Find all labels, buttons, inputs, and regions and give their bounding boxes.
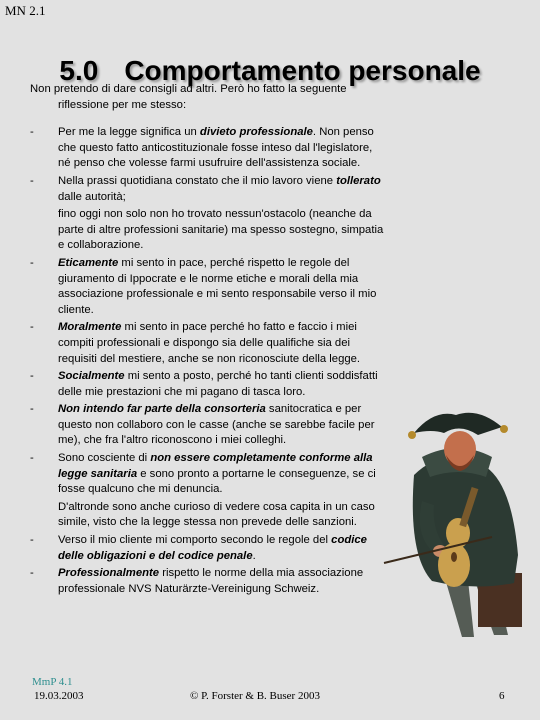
bullet-dash: - <box>30 321 34 334</box>
body-text: sanitocratica e per questo non collaboro con le casse (anche se sarebbe facile per me), che fra l'altro riconoscono i miei colleghi. <box>58 403 375 447</box>
bullet-dash: - <box>30 403 34 416</box>
list-item-paragraph <box>58 566 385 597</box>
list-item <box>30 320 385 367</box>
bullet-dash: - <box>30 174 34 187</box>
list-item-paragraph <box>58 451 385 498</box>
emphasis-text: Eticamente <box>58 256 119 269</box>
emphasis-text: divieto professionale <box>199 126 313 139</box>
list-item-paragraph <box>58 174 385 205</box>
footer-tag: MmP 4.1 <box>32 676 73 688</box>
list-item <box>30 566 385 597</box>
fiddle-sound-hole <box>451 552 457 562</box>
body-text: mi sento in pace, perché rispetto le regole del giuramento di Ippocrate e le norme etiche e morali della mia associazione professionale e mi sento responsabile verso il mio cliente. <box>58 256 377 316</box>
intro-line-1: Non pretendo di dare consigli ad altri. Però ho fatto la seguente <box>30 83 347 95</box>
body-text: Per me la legge significa un <box>58 126 200 139</box>
body-text: . Non penso che questo fatto anticostituzionale fosse inteso dal l'legislatore, né penso che volesse farmi usufruire dell'assistenza sociale. <box>58 126 374 170</box>
emphasis-text: Professionalmente <box>58 567 160 580</box>
section-number: 5.0 <box>59 54 99 86</box>
jester-illustration <box>374 405 524 645</box>
bullet-list <box>30 125 385 597</box>
page-number: 6 <box>499 690 505 702</box>
bullet-dash: - <box>30 126 34 139</box>
body-text: e sono pronto a portarne le conseguenze, se ci fosse qualcuno che mi denuncia. <box>58 467 376 496</box>
footer-copyright: © P. Forster & B. Buser 2003 <box>190 690 320 702</box>
body-text: rispetto le norme della mia associazione professionale NVS Naturärzte-Vereinigung Schweiz. <box>58 567 364 595</box>
footer-date: 19.03.2003 <box>34 690 84 702</box>
list-item-paragraph <box>58 207 385 254</box>
emphasis-text: Socialmente <box>58 370 125 383</box>
body-text: mi sento a posto, perché ho tanti clienti soddisfatti delle mie prestazioni che mi pagano di tasca loro. <box>58 370 378 398</box>
emphasis-text: tollerato <box>336 174 381 187</box>
intro-line-2: riflessione per me stesso: <box>58 98 187 111</box>
body-text: Sono cosciente di <box>58 452 151 465</box>
list-item-paragraph <box>58 320 385 367</box>
section-title: Comportamento personale <box>124 54 481 86</box>
emphasis-text: non essere completamente conforme alla legge sanitaria <box>58 452 373 480</box>
list-item-paragraph <box>58 533 385 564</box>
list-item-paragraph <box>58 402 385 449</box>
body-text: dalle autorità; <box>58 190 126 203</box>
body-text: fino oggi non solo non ho trovato nessun'ostacolo (neanche da parte di altre professioni sanitarie) ma spesso sostegno, simpatia e collaborazione. <box>58 208 384 252</box>
list-item <box>30 369 385 400</box>
list-item <box>30 451 385 531</box>
list-item-paragraph <box>58 125 385 172</box>
body-text: . <box>252 549 256 562</box>
bullet-dash: - <box>30 256 34 269</box>
body-text: D'altronde sono anche curioso di vedere cosa capita in un caso simile, visto che la legge stessa non prevede delle sanzioni. <box>58 500 375 529</box>
bullet-dash: - <box>30 567 34 580</box>
list-item-paragraph <box>58 369 385 400</box>
slide-id-label: MN 2.1 <box>5 3 46 18</box>
body-text: Nella prassi quotidiana constato che il mio lavoro viene <box>58 174 337 187</box>
bullet-dash: - <box>30 534 34 547</box>
list-item <box>30 533 385 564</box>
list-item <box>30 402 385 449</box>
jester-hat-bell-left <box>408 431 416 439</box>
list-item <box>30 256 385 318</box>
list-item-paragraph <box>58 256 385 318</box>
slide-body <box>30 82 385 599</box>
bullet-dash: - <box>30 452 34 465</box>
body-text: mi sento in pace perché ho fatto e faccio i miei compiti professionali e dispongo sia delle qualifiche sia dei requisiti del mestiere, anche se non riconosciute della legge. <box>58 321 361 365</box>
list-item-paragraph <box>58 500 385 531</box>
bullet-dash: - <box>30 370 34 383</box>
emphasis-text: codice delle obligazioni e del codice penale <box>58 534 367 562</box>
emphasis-text: Moralmente <box>58 321 122 334</box>
jester-hat-bell-right <box>500 425 508 433</box>
list-item <box>30 125 385 172</box>
intro-paragraph <box>30 82 385 113</box>
list-item <box>30 174 385 254</box>
emphasis-text: Non intendo far parte della consorteria <box>58 403 266 416</box>
body-text: Verso il mio cliente mi comporto secondo le regole del <box>58 534 332 547</box>
